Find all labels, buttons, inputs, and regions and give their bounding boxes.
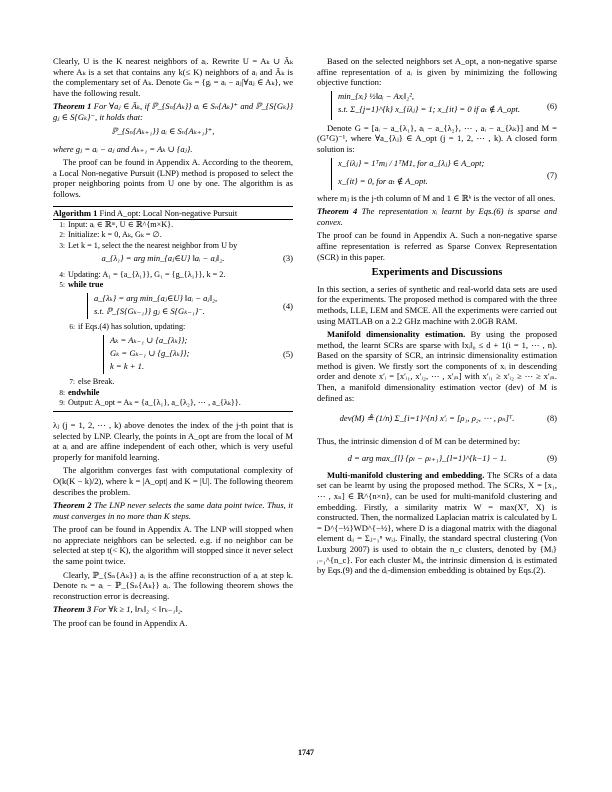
algorithm-line <box>53 280 293 290</box>
line-text: else Break. <box>78 377 115 387</box>
equation-9 <box>317 450 557 468</box>
paragraph: Based on the selected neighbors set A_opt, a non-negative sparse affine representation of aᵢ is given by minimizing the following objective function: <box>317 56 557 88</box>
algorithm-line <box>53 388 293 398</box>
line-number: 3: <box>59 241 65 250</box>
equation-system <box>331 158 484 190</box>
line-number: 7: <box>69 378 75 387</box>
line-number: 5: <box>59 280 65 289</box>
line-text: Updating: A₁ = {a_{λ₁}}, G₁ = {g_{λ₁}}, k = 2. <box>68 269 226 279</box>
line-number: 1: <box>59 221 65 230</box>
run-in-heading: Multi-manifold clustering and embedding. <box>327 469 485 480</box>
theorem-where: where gⱼ = aᵢ − aⱼ and Aₖ₊₁ = Aₖ ∪ {aⱼ}. <box>53 143 193 154</box>
paragraph: In this section, a series of synthetic and real-world data sets are used for the experiments. The proposed method is compared with the three methods, LLE, LEM and SMCE. All the experiments were carried out using MATLAB on a 2.2 GHz machine with 2.0GB RAM. <box>317 283 557 326</box>
algorithm-title <box>53 207 293 221</box>
paragraph-text: By using the proposed method, the learnt SCRs are sparse with ‖xᵢ‖₀ ≤ d + 1(i = 1, ⋯ , n). Based on the sparsity of SCR, an intrinsic dimensionality estimation method is given. We firstly sort the components of xᵢ in descending order and denote x′ᵢ = [x′ᵢ₁, x′ᵢ₂, ⋯ , x′ᵢₙ] with x′ᵢ₁ ≥ x′ᵢ₂ ≥ ⋯ ≥ x′ᵢₙ. Then, a manifold dimensionality estimation vector (dev) of M is defined as: <box>317 329 558 403</box>
line-text: if Eqs.(4) has solution, updating: <box>78 322 186 332</box>
equation-3 <box>53 253 293 268</box>
equation-row: s.t. Σ_{j=1}^{k} x_{iλⱼ} = 1; x_{it} = 0 if aₜ ∉ A_opt. <box>338 103 520 114</box>
theorem-2 <box>53 500 293 521</box>
theorem-label: Theorem 1 <box>53 101 92 112</box>
algorithm-line <box>53 398 293 408</box>
right-column <box>317 56 557 579</box>
equation-number: (7) <box>547 169 557 180</box>
algorithm-line <box>53 241 293 251</box>
equation-row: Aₖ = Aₖ₋₁ ∪ {a_{λₖ}}; <box>110 335 188 346</box>
line-text: Initialize: k = 0, Aₖ, Gₖ = ∅. <box>68 230 162 240</box>
algorithm-line <box>53 220 293 230</box>
equation-row: s.t. ℙ_{S{Gₖ₋₁}} gⱼ ∈ S{Gₖ₋₁}⁻. <box>94 306 205 317</box>
line-number: 2: <box>59 231 65 240</box>
paragraph: The proof can be found in Appendix A. <box>53 618 188 629</box>
left-column <box>53 56 293 632</box>
equation-row: a_{λₖ} = arg min_{aⱼ∈U} ‖aᵢ − aⱼ‖₂, <box>94 293 218 304</box>
paragraph-text: The SCRs of a data set can be learnt by using the proposed method. The SCRs, X = [x₁, ⋯ , xₙ] ∈ ℝ^{n×n}, can be used for multi-manifold clustering and embedding. Firstly, a similarity matrix W = max(Xᵀ, X) is constructed. Then, the normalized Laplacian matrix is calculated by L = D^{−½}WD^{−½}, where D is a diagonal matrix with the diagonal element dᵢᵢ = Σⱼ₌₁ⁿ wᵢⱼ. Finally, the standard spectral clustering (Von Luxburg 2007) is used to obtain the n_c clusters, denoted by {Mᵢ}ᵢ₌₁^{n_c}. For each cluster Mᵢ, the intrinsic dimension dᵢ is estimated by Eqs.(9) and the dᵢ-dimension embedding is obtained by Eqs.(2). <box>317 469 558 576</box>
paragraph: λⱼ (j = 1, 2, ⋯ , k) above denotes the index of the j-th point that is selected by LNP. Clearly, the points in A_opt are from the local of M at aᵢ and are affine independent of each other, which is very useful properly for manifold learning. <box>53 419 293 462</box>
line-number: 8: <box>59 388 65 397</box>
line-text: while true <box>68 279 104 289</box>
theorem-1 <box>53 101 293 122</box>
equation <box>53 126 293 141</box>
theorem-3 <box>53 604 293 615</box>
run-in-heading: Manifold dimensionality estimation. <box>327 329 466 340</box>
line-number: 6: <box>69 323 75 332</box>
equation-system <box>87 293 217 319</box>
theorem-text: For ∀k ≥ 1, ‖rₖ‖₂ < ‖rₖ₋₁‖₂. <box>93 604 183 615</box>
paragraph: Thus, the intrinsic dimension d of M can be determined by: <box>317 436 520 447</box>
algorithm-line <box>53 377 293 387</box>
line-text: Input: aᵢ ∈ ℝᵐ, U ∈ ℝ^{m×K}. <box>68 220 174 230</box>
algorithm-line <box>53 230 293 240</box>
line-text: endwhile <box>68 387 100 397</box>
paragraph: Denote G = [aᵢ − a_{λ₁}, aᵢ − a_{λ₂}, ⋯ , aᵢ − a_{λₖ}] and M = (GᵀG)⁻¹, where ∀a_{λⱼ} ∈ A_opt (j = 1, 2, ⋯ , k). A closed form solution is: <box>317 122 557 154</box>
algorithm-line <box>53 322 293 332</box>
equation-8 <box>317 406 557 434</box>
equation-6 <box>317 91 557 120</box>
equation-body: dev(M) ≜ (1/n) Σ_{i=1}^{n} x′ᵢ = [ρ₁, ρ₂, ⋯ , ρₙ]ᵀ. <box>339 413 515 424</box>
theorem-text: For ∀aⱼ ∈ Āₖ, if ℙ_{Sₙ{Aₖ}} aᵢ ∈ Sₙ{Aₖ}⁺ and ℙ_{S{Gₖ}} gⱼ ∈ S{Gₖ}⁻, it holds that: <box>53 101 293 122</box>
equation-body: ℙ_{Sₙ{Aₖ₊₁}} aᵢ ∈ Sₙ{Aₖ₊₁}⁺, <box>111 125 215 136</box>
paragraph: Clearly, ℙ_{Sₙ{Aₖ}} aᵢ is the affine reconstruction of aᵢ at step k. Denote rₖ = aᵢ − ℙ_{Sₙ{Aₖ}} aᵢ. The following theorem shows the reconstruction error is decreasing. <box>53 569 293 601</box>
equation-body: d = arg max_{l} {ρₗ − ρₗ₊₁}_{l=1}^{k−1} − 1. <box>347 452 507 463</box>
equation-number: (8) <box>547 413 557 424</box>
equation-system <box>331 91 520 120</box>
equation-row: min_{xᵢ} ½‖aᵢ − Axᵢ‖₂², <box>338 90 414 101</box>
line-number: 9: <box>59 398 65 407</box>
equation-number: (3) <box>283 252 293 263</box>
equation-number: (5) <box>283 349 293 360</box>
page-number: 1747 <box>298 748 314 757</box>
algorithm-box <box>53 206 293 412</box>
algorithm-line <box>53 270 293 280</box>
equation-row: x_{iλⱼ} = 1ᵀmⱼ / 1ᵀM1, for a_{λⱼ} ∈ A_opt; <box>338 157 485 168</box>
equation-number: (9) <box>547 452 557 463</box>
theorem-text: The representation xᵢ learnt by Eqs.(6) is sparse and convex. <box>317 206 557 227</box>
line-text: Output: A_opt = Aₖ = {a_{λ₁}, a_{λ₂}, ⋯ , a_{λₖ}}. <box>68 397 241 407</box>
paragraph: The proof can be found in Appendix A. Such a non-negative sparse affine representation is referred as Sparse Convex Representation (SCR) in this paper. <box>317 230 557 262</box>
paragraph <box>317 470 557 576</box>
equation-body: a_{λ₁} = arg min_{aⱼ∈U} ‖aᵢ − aⱼ‖₂. <box>101 252 225 263</box>
equation-4 <box>53 293 293 319</box>
paragraph <box>317 329 557 403</box>
theorem-label: Theorem 4 <box>317 206 358 217</box>
equation-row: x_{it} = 0, for aₜ ∉ A_opt. <box>338 175 428 186</box>
theorem-text: The LNP never selects the same data point twice. Thus, it must converges in no more than K steps. <box>53 500 293 521</box>
algorithm-label: Algorithm 1 <box>53 207 98 218</box>
equation-7 <box>317 158 557 190</box>
paragraph: The algorithm converges fast with computational complexity of O(k(K − k)/2), where k = |A_opt| and K = |U|. The following theorem describes the problem. <box>53 465 293 497</box>
equation-system <box>103 335 189 374</box>
equation-number: (4) <box>283 301 293 312</box>
paragraph: Clearly, U is the K nearest neighbors of aᵢ. Rewrite U = Aₖ ∪ Āₖ where Aₖ is a set that contains any k(≤ K) neighbors of aᵢ and Āₖ is the complementary set of Aₖ. Denote Gₖ = {gᵢ = aᵢ − aⱼ|∀aⱼ ∈ Aₖ}, we have the following result. <box>53 56 293 98</box>
paragraph: where mⱼ is the j-th column of M and 1 ∈ ℝᵏ is the vector of all ones. <box>317 192 556 203</box>
paragraph: The proof can be found in Appendix A. According to the theorem, a Local Non-negative Pursuit (LNP) method is proposed to select the proper neighboring points from U one by one. The algorithm is as follows. <box>53 157 293 199</box>
section-heading: Experiments and Discussions <box>371 267 503 279</box>
algorithm-name: Find A_opt: Local Non-negative Pursuit <box>99 207 238 218</box>
theorem-label: Theorem 3 <box>53 604 92 615</box>
equation-5 <box>53 335 293 374</box>
line-text: Let k = 1, select the the nearest neighbor from U by <box>68 240 238 250</box>
theorem-label: Theorem 2 <box>53 500 92 511</box>
paragraph: The proof can be found in Appendix A. The LNP will stopped when no appreciate neighbors can be selected. e.g. if no neighbor can be selected at step t(< K), the algorithm will stopped since it never select the same point twice. <box>53 524 293 567</box>
equation-row: Gₖ = Gₖ₋₁ ∪ {g_{λₖ}}; <box>110 348 190 359</box>
equation-row: k = k + 1. <box>110 361 145 372</box>
equation-number: (6) <box>547 100 557 111</box>
line-number: 4: <box>59 270 65 279</box>
theorem-4 <box>317 206 557 227</box>
